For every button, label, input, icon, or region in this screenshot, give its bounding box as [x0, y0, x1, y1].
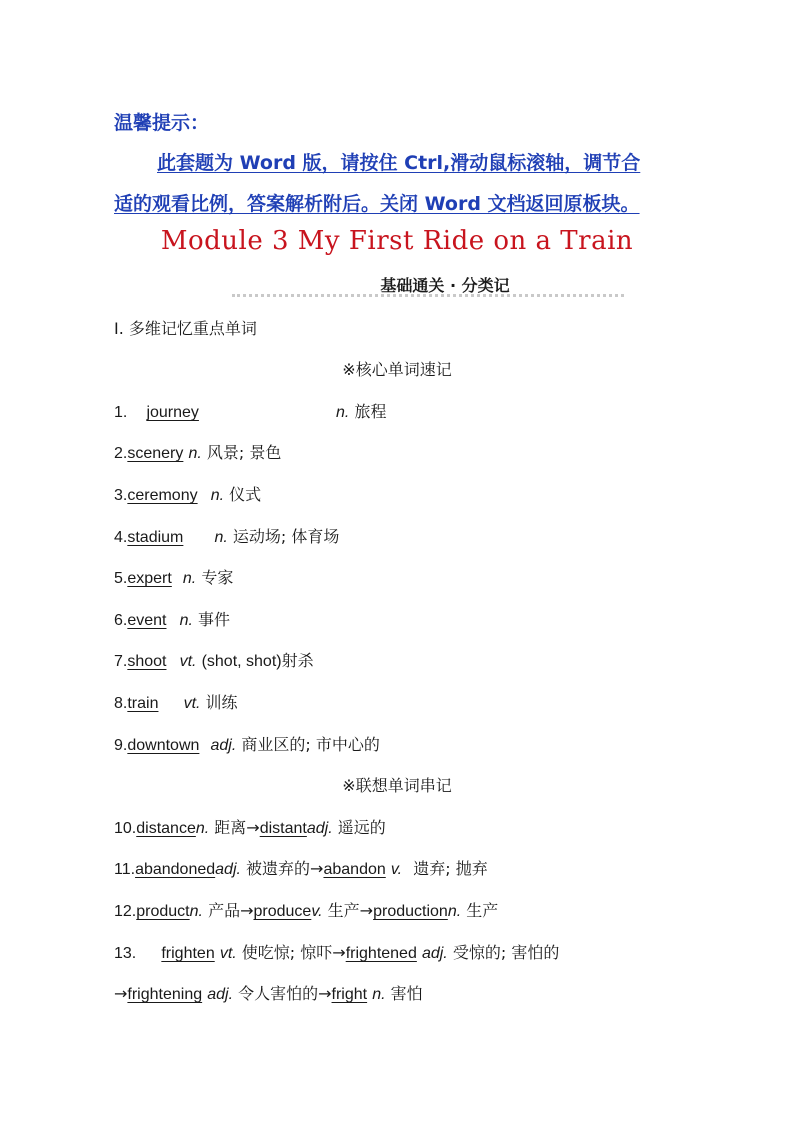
word-meaning: 旅程	[354, 402, 387, 421]
answer-word: distant	[259, 820, 307, 837]
part-of-speech: vt.	[183, 695, 201, 712]
word-meaning: 使吃惊; 惊吓→	[241, 943, 346, 962]
word-meaning: 生产→	[327, 901, 374, 920]
list-item	[114, 732, 380, 755]
word-meaning: 事件	[198, 610, 231, 629]
answer-word: downtown	[127, 737, 200, 754]
word-meaning: 运动场; 体育场	[232, 527, 340, 546]
part-of-speech: n.	[447, 903, 462, 920]
list-item	[114, 898, 498, 921]
dotted-divider	[232, 294, 624, 297]
item-number: 11.	[114, 861, 136, 878]
part-of-speech: adj.	[215, 861, 241, 878]
word-meaning: 遥远的	[337, 818, 386, 837]
part-of-speech: adj.	[306, 820, 333, 837]
part-of-speech: adj.	[210, 737, 237, 754]
tip-line-1: 此套题为 Word 版，请按住 Ctrl,滑动鼠标滚轴，调节合	[157, 152, 641, 174]
answer-word: shoot	[127, 653, 167, 670]
list-item	[114, 648, 314, 671]
list-item-continued	[114, 981, 423, 1004]
answer-word: abandoned	[135, 861, 216, 878]
part-of-speech: vt.	[179, 653, 197, 670]
section-title: 基础通关 · 分类记	[380, 276, 510, 295]
list-item	[114, 815, 386, 838]
group2-heading: ※联想单词串记	[342, 776, 452, 795]
answer-word: fright	[331, 986, 368, 1003]
answer-word: frighten	[161, 945, 215, 962]
part-of-speech: n.	[188, 445, 202, 462]
part-of-speech: n.	[336, 404, 350, 421]
item-number: 3.	[114, 487, 128, 504]
word-meaning: 生产	[466, 901, 499, 920]
part-of-speech: n.	[372, 986, 386, 1003]
item-number: 7.	[114, 653, 128, 670]
tip-label: 温馨提示：	[114, 112, 210, 134]
answer-word: stadium	[127, 529, 184, 546]
list-item	[114, 856, 488, 879]
list-item	[114, 690, 238, 713]
answer-word: scenery	[127, 445, 184, 462]
item-number: 8.	[114, 695, 128, 712]
answer-word: train	[127, 695, 159, 712]
part-of-speech: n.	[210, 487, 225, 504]
word-meaning: 遗弃; 抛弃	[413, 859, 488, 878]
arrow: →	[114, 984, 128, 1003]
item-number: 10.	[114, 820, 137, 837]
answer-word: product	[136, 903, 190, 920]
item-number: 2.	[114, 445, 128, 462]
part-of-speech: adj.	[207, 986, 234, 1003]
word-meaning: 产品→	[208, 901, 254, 920]
part-of-speech: vt.	[219, 945, 237, 962]
answer-word: journey	[146, 404, 199, 421]
answer-word: production	[373, 903, 448, 920]
list-item	[114, 565, 233, 588]
word-meaning: 令人害怕的→	[238, 984, 332, 1003]
answer-word: distance	[136, 820, 196, 837]
answer-word: expert	[127, 570, 172, 587]
part-of-speech: n.	[182, 570, 197, 587]
word-meaning: 风景; 景色	[206, 443, 282, 462]
word-meaning: 专家	[201, 568, 234, 587]
word-meaning: (shot, shot)射杀	[201, 653, 314, 670]
item-number: 1.	[114, 404, 128, 421]
tip-line-2: 适的观看比例，答案解析附后。关闭 Word 文档返回原板块。	[114, 193, 640, 215]
item-number: 13.	[114, 945, 137, 962]
answer-word: produce	[253, 903, 312, 920]
part-of-speech: adj.	[421, 945, 448, 962]
answer-word: ceremony	[127, 487, 198, 504]
list-item	[114, 940, 559, 963]
part-of-speech: n.	[195, 820, 210, 837]
group1-heading: ※核心单词速记	[342, 360, 452, 379]
answer-word: abandon	[323, 861, 386, 878]
item-number: 9.	[114, 737, 128, 754]
part-of-speech: n.	[214, 529, 228, 546]
answer-word: event	[127, 612, 167, 629]
word-meaning: 距离→	[214, 818, 260, 837]
list-item	[114, 524, 339, 547]
item-number: 12.	[114, 903, 137, 920]
word-meaning: 仪式	[229, 485, 262, 504]
word-meaning: 受惊的; 害怕的	[452, 943, 560, 962]
list-item	[114, 607, 230, 630]
list-item	[114, 440, 281, 463]
item-number: 5.	[114, 570, 128, 587]
word-meaning: 训练	[205, 693, 238, 712]
word-meaning: 被遗弃的→	[246, 859, 324, 878]
list-item	[114, 482, 261, 505]
part-of-speech: n.	[179, 612, 193, 629]
word-meaning: 害怕	[390, 984, 423, 1003]
item-number: 4.	[114, 529, 128, 546]
module-title: Module 3 My First Ride on a Train	[160, 226, 634, 256]
part-of-speech: v.	[311, 903, 323, 920]
list-item	[114, 399, 386, 422]
word-meaning: 商业区的; 市中心的	[241, 735, 380, 754]
part1-heading: Ⅰ. 多维记忆重点单词	[114, 319, 257, 338]
part-of-speech: v.	[390, 861, 403, 878]
answer-word: frightening	[127, 986, 203, 1003]
part-of-speech: n.	[189, 903, 203, 920]
item-number: 6.	[114, 612, 128, 629]
answer-word: frightened	[345, 945, 417, 962]
